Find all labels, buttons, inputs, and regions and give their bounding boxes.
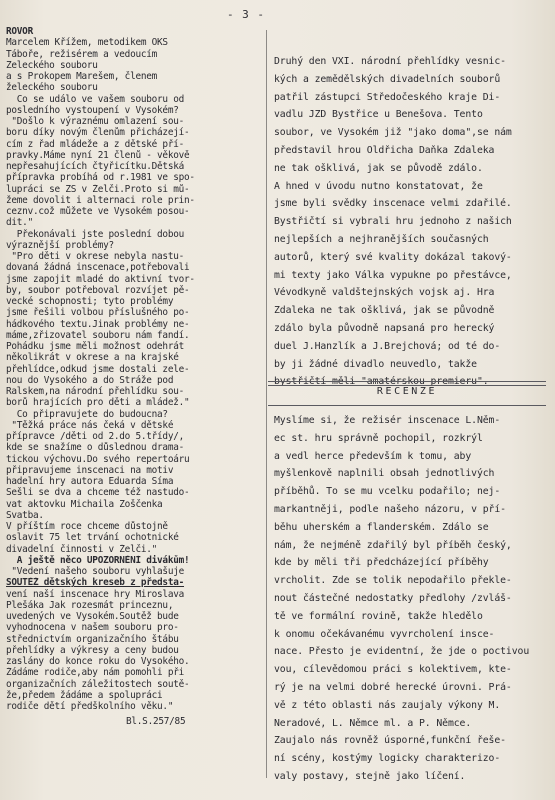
interview-line: tickou výchovu.Do svého repertoáru [6,453,190,465]
interview-line: SOUTĚŽ dětských kreseb z předsta- [6,577,185,589]
text-line: a vedl herce především k tomu, aby [274,450,472,462]
interview-line: a s Prokopem Marešem, členem [6,71,158,82]
interview-line: připravujeme inscenaci na motiv [6,464,174,476]
text-line: mi texty jako Válka vypukne po přestávce, [274,269,512,281]
interview-line: "Vedení našeho souboru vyhlašuje [6,566,185,577]
interview-line: by, soubor potřeboval rozvíjet pě- [6,284,190,296]
heading-rule-bottom [268,405,546,406]
text-line: Zaujalo nás rovněž úsporné,funkční řeše- [274,735,506,747]
interview-line: přípravce /děti od 2.do 5.třídy/, [6,431,185,442]
interview-line: přípravka probíhá od r.1981 ve spo- [6,172,195,184]
text-line: vou, cílevědomou práci s kolektivem, kte- [274,664,512,676]
text-line: vě z této oblasti nás zaujaly výkony M. [274,699,501,711]
text-line: nace. Přesto je evidentní, že jde o poctivou [274,646,530,658]
interview-line: Svatba. [6,509,44,521]
text-line: kých a zemědělských divadelních souborů [274,73,501,85]
section-heading-recenze: RECENZE [376,386,438,397]
text-line: Neradové, L. Němce ml. a P. Němce. [274,717,472,729]
interview-line: nepřesahujících čtyřicítku.Dětská [6,161,185,172]
text-line: myšlenkově naplnili obsah jednotlivých [274,468,495,480]
text-line: nám, že nejméně zdařilý byl příběh český, [274,539,512,551]
interview-line: Pohádku jsme měli možnost odehrát [6,341,185,352]
interview-line: dovaná žádná inscenace,potřebovali [6,262,190,274]
interview-line: Žádáme rodiče,aby nám pomohli při [6,667,185,679]
text-line: Myslíme si, že režisér inscenace L.Něm- [274,415,501,426]
text-line: duel J.Hanzlík a J.Brejchová; od té do- [274,340,501,352]
text-line: markantněji, podle našeho názoru, v pří- [274,503,506,515]
interview-line: střednictvím organizačního štábu [6,633,179,645]
text-line: Vévodkyně valdštejnských vojsk aj. Hra [274,287,495,299]
interview-line: Zeleckého souboru [6,59,98,71]
interview-line: kde se snažíme o důslednou drama- [6,442,185,454]
interview-line: organizačních záležitostech soutě- [6,678,190,690]
interview-line: jsme zapojit mladé do aktivní tvor- [6,273,195,285]
interview-line: přehlídky a výkresy a ceny budou [6,644,179,656]
text-line: ec st. hru správně pochopil, rozkrýl [274,432,483,444]
interview-line: přehlídce,odkud jsme dostali zele- [6,363,190,375]
interview-line: Překonávali jste poslední dobou [6,228,185,240]
text-line: Zdaleka ne tak ošklivá, jak se původně [274,305,495,317]
text-line: by ji žádné divadlo neuvedlo, takže [274,358,477,370]
interview-line: želeckého souboru [6,82,98,94]
interview-line: Co připravujete do budoucna? [6,408,168,420]
interview-line: posledního vystoupení v Vysokém? [6,104,179,116]
text-line: představil hrou Oldřicha Daňka Zdaleka [274,144,495,156]
text-line: příběhů. To se mu vcelku podařilo; nej- [274,486,501,498]
page-number: - 3 - [226,8,266,21]
interview-line: že,předem žádáme a spolupráci [6,689,163,701]
text-line: běhu uherském a flanderském. Zdálo se [274,521,489,533]
text-line: nejlepších a nejhranějších současných [274,233,489,245]
text-line: rý je na velmi dobré herecké úrovni. Prá- [274,681,512,693]
interview-line: Sešli se dva a chceme též nastudo- [6,487,190,499]
interview-column [6,26,262,728]
interview-line: Co se událo ve vašem souboru od [6,93,185,105]
interview-line: Marcelem Křížem, metodikem OKS [6,37,168,49]
interview-line: žeme dovolit i alternaci role prin- [6,194,195,206]
interview-line: Táboře, režisérem a vedoucím [6,48,158,60]
interview-line: oslavit 75 let trvání ochotnické [6,532,179,544]
interview-line: lupráci se ZŠ v Želči.Proto si mů- [6,183,190,195]
text-line: zdálo byla původně napsaná pro herecký [274,322,495,334]
interview-line: vat aktovku Michaila Zoščenka [6,498,163,510]
text-line: patřil zástupci Středočeského kraje Di- [274,91,501,103]
report-paragraph [260,53,550,391]
interview-line: vyhodnocena v našem souboru pro- [6,622,179,634]
text-line: k onomu očekávanému vyvrcholení insce- [274,628,495,640]
text-line: soubor, ve Vysokém již "jako doma",se nám [274,127,512,139]
interview-line: "Došlo k výraznému omlazení sou- [6,116,185,127]
text-line: jsme byli svědky inscenace velmi zdařilé. [274,198,512,210]
interview-line: jsme řešili volbou příslušného po- [6,307,190,319]
interview-line: Plešáka Jak rozesmát princeznu, [6,599,174,611]
text-line: ne tak ošklivá, jak se původě zdálo. [274,162,483,174]
review-paragraph [260,412,550,786]
interview-line: nou do Vysokého a do Stráže pod [6,374,174,386]
interview-line: V příštím roce chceme důstojně [6,521,168,532]
interview-line: boru díky novým členům přicházejí- [6,127,190,139]
interview-line: hadelní hry autora Eduarda Šíma [6,476,174,487]
text-line: Bystřičtí si vybrali hru jednoho z našich [274,216,512,228]
interview-line: "Pro děti v okrese nebyla nastu- [6,251,185,262]
text-line: tě ve formální rovině, takže hledělo [274,610,483,622]
interview-line: hádkového textu.Jinak problémy ne- [6,318,190,330]
text-line: Druhý den VXI. národní přehlídky vesnic- [274,56,506,67]
heading-rule-top [268,381,546,382]
text-line: autorů, který své kvality dokázal takový- [274,251,512,263]
interview-line: A ještě něco UPOZORNĚNÍ divákům! [6,554,190,566]
interview-line: cím z řad mládeže a z dětské pří- [6,138,185,150]
text-line: kde by měli tři předcházející příběhy [274,557,489,569]
text-line: nout částečné nedostatky předlohy /zvláš- [274,592,512,604]
text-line: valy postavy, stejně jako líčení. [274,770,466,782]
interview-line: borů hrajících pro děti a mládež." [6,397,190,409]
interview-line: vecké schopnosti; tyto problémy [6,296,174,307]
interview-line: ROVOR [6,26,33,37]
interview-line: divadelní činnosti v Želči." [6,543,158,555]
interview-line: Ralskem,na národní přehlídku sou- [6,386,185,397]
interview-line: ceznv.což můžete ve Vysokém posou- [6,206,190,217]
interview-line: uvedených ve Vysokém.Soutěž bude [6,611,179,622]
text-line: vadlu JZD Bystřice u Benešova. Tento [274,109,483,121]
interview-line: pravky.Máme nyní 21 členů - věkově [6,149,190,161]
interview-line: výraznější problémy? [6,239,114,251]
text-line: A hned v úvodu nutno konstatovat, že [274,180,483,192]
text-line: vrcholit. Zde se tolik nepodařilo překle- [274,575,512,587]
signature: Bl.Š.257/85 [126,716,186,728]
interview-line: několikrát v okrese a na krajské [6,352,179,364]
interview-line: dit." [6,217,33,229]
interview-line: zaslány do konce roku do Vysokého. [6,656,190,667]
text-line: ní scény, kostýmy logicky charakterizo- [274,753,501,765]
interview-line: "Těžká práce nás čeká v dětské [6,419,174,431]
interview-line: vení naší inscenace hry Miroslava [6,588,185,600]
interview-line: máme,zřizovatel souboru nám fandí. [6,329,190,341]
interview-line: rodiče dětí předškolního věku." [6,701,174,712]
